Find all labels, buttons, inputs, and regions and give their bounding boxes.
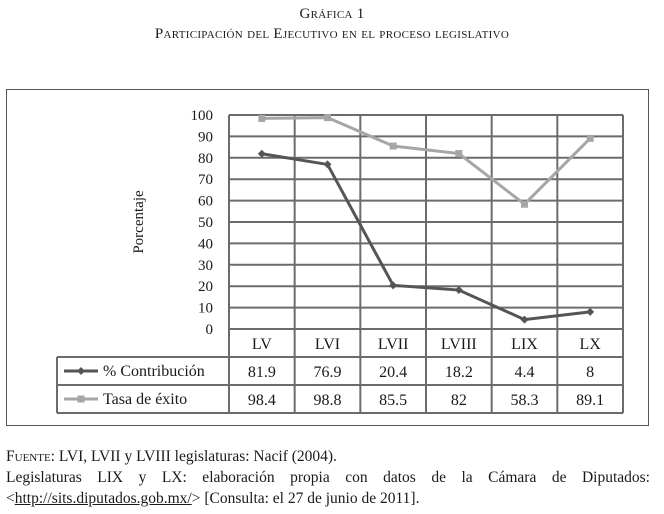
source-text: : LVI, LVII y LVIII legislaturas: Nacif (2004). xyxy=(50,448,337,465)
y-tick-label: 0 xyxy=(205,322,213,338)
y-tick-label: 60 xyxy=(198,193,213,210)
source-line-2: Legislaturas LIX y LX: elaboración propia con datos de la Cámara de Diputados: xyxy=(6,469,650,486)
data-point xyxy=(586,308,594,316)
data-point xyxy=(258,115,265,122)
y-tick-label: 70 xyxy=(198,172,213,189)
data-label: 85.5 xyxy=(379,392,408,409)
data-label: 98.8 xyxy=(313,392,342,409)
legend-label: % Contribución xyxy=(103,363,205,380)
data-point xyxy=(390,143,397,150)
source-notes xyxy=(6,446,650,509)
data-label: 58.3 xyxy=(510,392,539,409)
legend-label: Tasa de éxito xyxy=(103,391,188,408)
data-label: 98.4 xyxy=(247,392,276,409)
data-point xyxy=(455,150,462,157)
source-lead: Fuente xyxy=(6,448,51,465)
x-tick-label: LVI xyxy=(314,336,341,353)
data-point xyxy=(521,201,528,208)
chart-subtitle: Participación del Ejecutivo en el proceso legislativo xyxy=(154,26,510,42)
data-label: 82 xyxy=(450,392,467,409)
x-tick-label: LVII xyxy=(377,336,409,353)
data-point xyxy=(324,114,331,121)
legend-marker xyxy=(78,396,85,403)
source-line-3 xyxy=(6,488,650,509)
data-label: 89.1 xyxy=(576,392,605,409)
y-tick-label: 80 xyxy=(198,150,213,167)
source-line-1 xyxy=(6,446,650,467)
data-label: 18.2 xyxy=(444,364,473,381)
data-label: 76.9 xyxy=(313,364,342,381)
data-point xyxy=(258,150,266,158)
data-label: 81.9 xyxy=(247,364,276,381)
y-tick-label: 30 xyxy=(198,257,213,274)
y-tick-label: 50 xyxy=(198,215,213,231)
url-open-bracket: < xyxy=(6,490,15,507)
legend-marker xyxy=(77,367,85,375)
y-tick-label: 10 xyxy=(198,300,213,317)
consult-date: > [Consulta: el 27 de junio de 2011]. xyxy=(191,490,420,507)
data-label: 20.4 xyxy=(379,364,408,381)
y-tick-label: 100 xyxy=(190,108,213,124)
x-tick-label: LIX xyxy=(511,336,538,353)
data-label: 8 xyxy=(586,364,595,381)
y-axis-label: Porcentaje xyxy=(131,190,147,254)
chart-title: Gráfica 1 xyxy=(299,6,365,22)
y-tick-label: 20 xyxy=(198,279,213,296)
x-tick-label: LVIII xyxy=(440,336,477,353)
y-tick-label: 40 xyxy=(198,236,213,253)
data-point xyxy=(587,135,594,142)
data-label: 4.4 xyxy=(514,364,535,381)
x-tick-label: LV xyxy=(251,336,272,353)
x-tick-label: LX xyxy=(579,336,601,353)
source-link[interactable]: http://sits.diputados.gob.mx/ xyxy=(14,490,192,507)
y-tick-label: 90 xyxy=(198,129,213,146)
